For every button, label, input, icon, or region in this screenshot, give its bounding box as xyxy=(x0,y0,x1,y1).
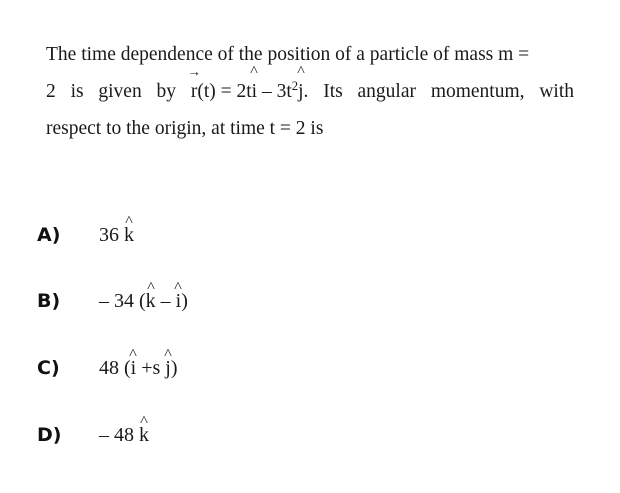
unit-vector-j: ^ j xyxy=(298,73,303,110)
unit-vector-k: ^ k xyxy=(139,424,149,447)
question-word: by xyxy=(156,81,177,102)
formula-part: (t) = 2t xyxy=(197,81,252,102)
question-word: angular xyxy=(357,81,416,102)
option-label: D) xyxy=(37,424,62,446)
vector-r: → r xyxy=(191,73,198,110)
option-value: – 48 ^ k xyxy=(99,424,149,447)
question-text xyxy=(46,36,574,147)
question-line-3: respect to the origin, at time t = 2 is xyxy=(46,118,324,139)
unit-vector-k: ^ k xyxy=(124,224,134,247)
unit-vector-j: ^ j xyxy=(165,357,171,380)
unit-vector-i: ^ i xyxy=(252,73,257,110)
unit-vector-i: ^ i xyxy=(176,290,182,313)
question-line-1: The time dependence of the position of a particle of mass m = xyxy=(46,44,530,65)
option-label: C) xyxy=(37,357,60,379)
option-value: – 34 (^ k – ^ i) xyxy=(99,290,188,313)
question-word: with xyxy=(539,81,574,102)
position-formula xyxy=(191,73,309,110)
question-line-2 xyxy=(46,73,574,110)
option-value: 36 ^ k xyxy=(99,224,134,247)
formula-part: – 3t xyxy=(257,81,292,102)
question-word: is xyxy=(70,81,84,102)
question-word: given xyxy=(98,81,142,102)
option-label: B) xyxy=(37,290,61,312)
question-word: 2 xyxy=(46,81,56,102)
unit-vector-k: ^ k xyxy=(146,290,156,313)
option-label: A) xyxy=(37,224,61,246)
formula-period: . xyxy=(303,81,309,102)
question-word: momentum, xyxy=(430,81,525,102)
unit-vector-i: ^ i xyxy=(131,357,137,380)
option-c[interactable] xyxy=(37,353,178,383)
question-word: Its xyxy=(323,81,343,102)
option-b[interactable] xyxy=(37,286,188,316)
formula-exponent: 2 xyxy=(291,79,299,94)
option-d[interactable] xyxy=(37,420,149,450)
option-a[interactable] xyxy=(37,220,134,250)
option-value: 48 (^ i +s ^ j) xyxy=(99,357,178,380)
